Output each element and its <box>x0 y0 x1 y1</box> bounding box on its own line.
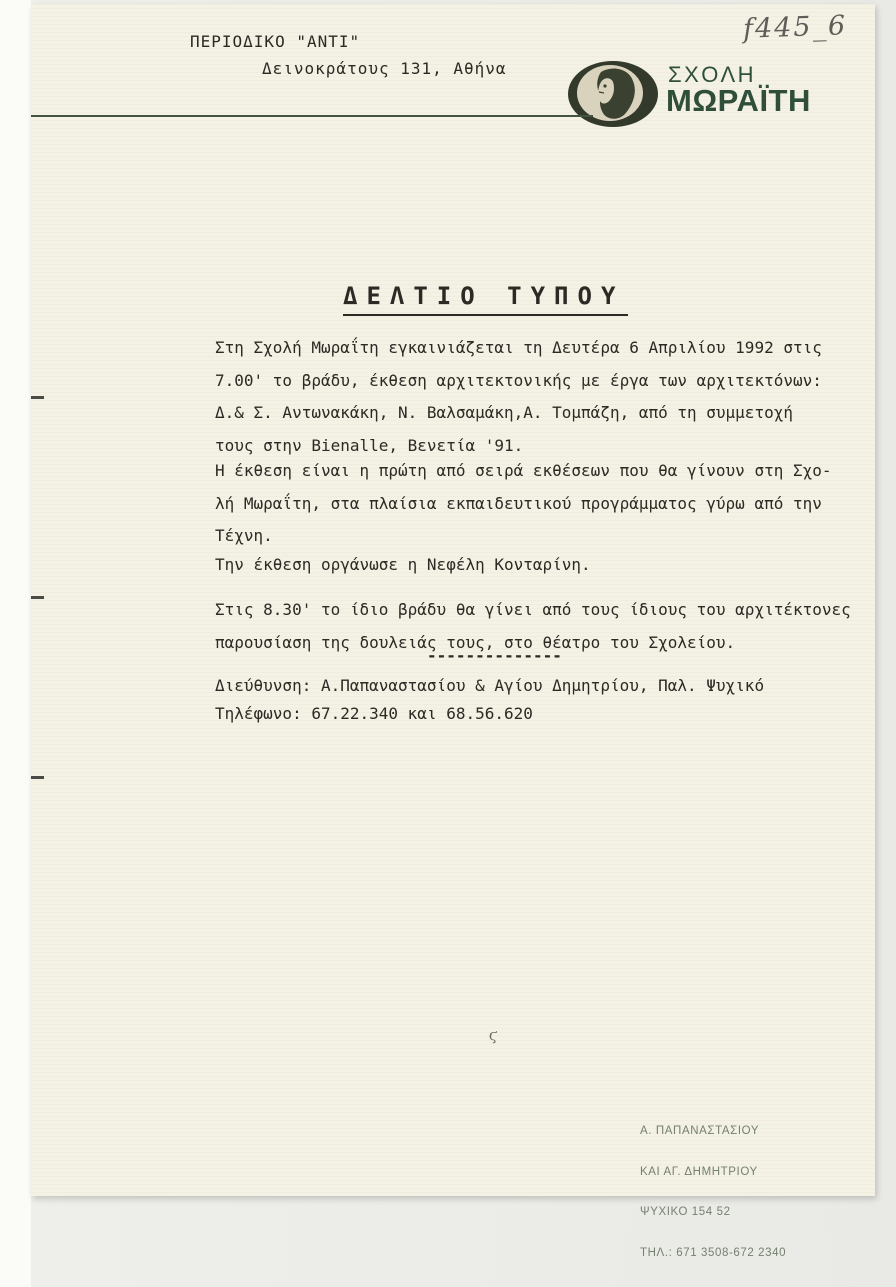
footer-address-line1: Α. ΠΑΠΑΝΑΣΤΑΣΙΟΥ <box>640 1125 760 1137</box>
paragraph-1-line: Στη Σχολή Μωραΐτη εγκαινιάζεται τη Δευτέρα 6 Απριλίου 1992 στις <box>215 338 822 357</box>
paragraph-2-line: Τέχνη. <box>215 526 273 545</box>
footer-address-line3: ΨΥΧΙΚΟ 154 52 <box>640 1206 731 1218</box>
paragraph-4-line: παρουσίαση της δουλειάς τους, στο θέατρο του Σχολείου. <box>215 632 736 652</box>
letterhead-footer-block <box>640 1098 786 1287</box>
binding-mark-icon <box>31 776 44 779</box>
paragraph-2-line: Η έκθεση είναι η πρώτη από σειρά εκθέσεων που θα γίνουν στη Σχο- <box>215 461 832 480</box>
footer-phone-line: ΤΗΛ.: 671 3508-672 2340 <box>640 1246 787 1259</box>
venue-address-line: Διεύθυνση: Α.Παπαναστασίου & Αγίου Δημητρίου, Παλ. Ψυχικό <box>215 676 765 695</box>
sender-name: ΠΕΡΙΟΔΙΚΟ "ΑΝΤΙ" <box>190 32 361 51</box>
paragraph-1-line: Δ.& Σ. Αντωνακάκη, Ν. Βαλσαμάκη,Α. Τομπάζη, από τη συμμετοχή <box>215 403 793 422</box>
paragraph-1 <box>215 332 822 462</box>
paragraph-4-line: Στις 8.30' το ίδιο βράδυ θα γίνει από τους ίδιους του αρχιτέκτονες <box>215 600 851 619</box>
sender-address: Δεινοκράτους 131, Αθήνα <box>262 59 507 78</box>
paragraph-1-line: τους στην Bienalle, Βενετία '91. <box>215 435 524 455</box>
paragraph-3-line: Την έκθεση οργάνωσε η Νεφέλη Κονταρίνη. <box>215 555 591 574</box>
press-release-title: ΔΕΛΤΙΟ ΤΥΠΟΥ <box>343 282 628 316</box>
school-name-line1: ΣΧΟΛΗ <box>668 62 757 87</box>
binding-mark-icon <box>31 596 44 599</box>
school-name-line2: ΜΩΡΑΪΤΗ <box>666 83 811 118</box>
paragraph-2-line: λή Μωραΐτη, στα πλαίσια εκπαιδευτικού προγράμματος γύρω από την <box>215 493 822 513</box>
paragraph-3 <box>215 549 591 582</box>
paragraph-1-line: 7.00' το βράδυ, έκθεση αρχιτεκτονικής με έργα των αρχιτεκτόνων: <box>215 370 822 390</box>
handwritten-archive-code: f445_6 <box>742 10 848 45</box>
binding-mark-icon <box>31 396 44 399</box>
paragraph-2 <box>215 455 832 553</box>
pencil-squiggle-mark: ϛ <box>487 1025 499 1045</box>
venue-phone-line: Τηλέφωνο: 67.22.340 και 68.56.620 <box>215 704 533 723</box>
school-emblem-coin-icon <box>567 60 659 128</box>
letterhead-rule <box>31 115 593 117</box>
scanned-letter-page <box>31 4 875 1259</box>
footer-address-line2: ΚΑΙ ΑΓ. ΔΗΜΗΤΡΙΟΥ <box>640 1165 758 1178</box>
dashed-separator: -------------- <box>427 646 562 665</box>
